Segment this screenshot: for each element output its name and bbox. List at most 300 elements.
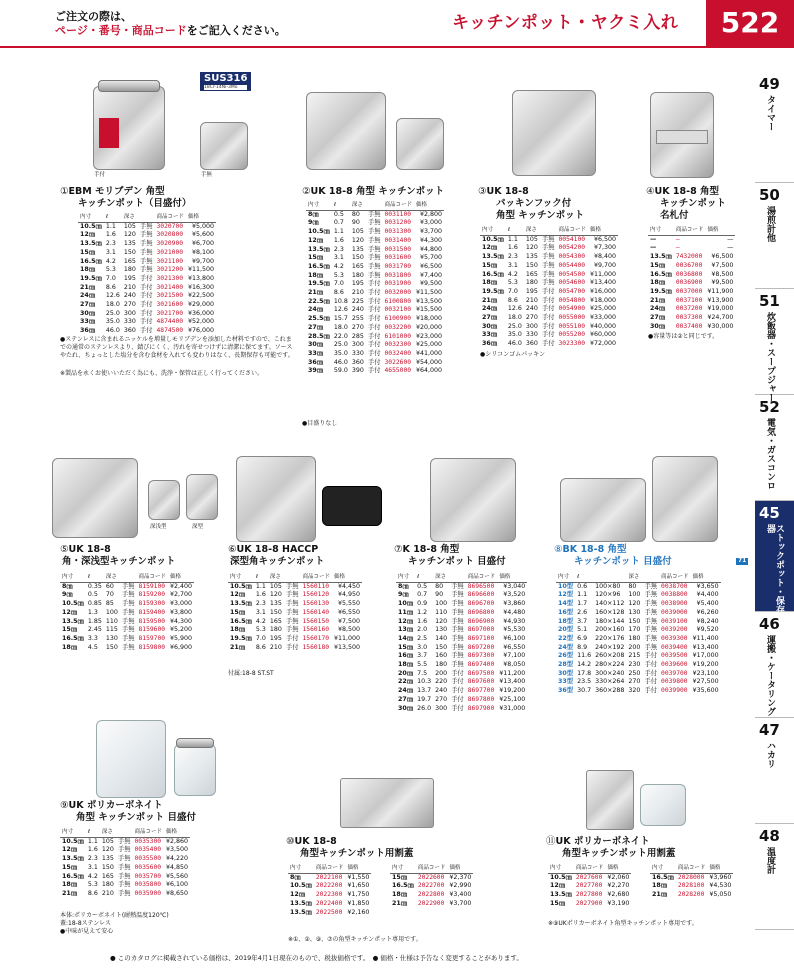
sus316-badge-sub: 18Cr-14Ni-3Mo — [204, 85, 247, 90]
spec-cell: 4.2 — [255, 617, 266, 625]
product-photo-wari-futa-pc — [586, 770, 634, 830]
sidebar-tab-48[interactable] — [755, 824, 794, 930]
spec-cell: 手付 — [367, 306, 381, 314]
spec-cell: 90 — [435, 591, 444, 599]
size-cell: 19.5㎝ — [650, 287, 672, 295]
price-cell: ¥6,900 — [170, 643, 193, 651]
sidebar-tab-46[interactable] — [755, 612, 794, 718]
col-header-size: 内寸 — [78, 213, 104, 222]
price-cell: ¥40,000 — [590, 322, 617, 330]
product-title-line1: UK ポリカーボネイト — [555, 836, 650, 847]
table-row — [548, 900, 631, 909]
spec-cell: 手無 — [451, 600, 464, 608]
size-cell: 28型 — [558, 661, 574, 669]
spec-cell: 30.7 — [577, 687, 592, 695]
size-cell: 19.5㎝ — [482, 287, 504, 295]
size-cell: 18㎝ — [62, 881, 78, 889]
product-code-cell: 3021700 — [156, 309, 184, 317]
sidebar-tab-50[interactable] — [755, 183, 794, 289]
spec-cell: 160 — [435, 652, 448, 660]
table-row — [556, 582, 721, 591]
col-header-depth: 深さ — [122, 213, 138, 222]
product-code-cell: 2028000 — [677, 873, 705, 881]
product-code-cell: 0055100 — [558, 322, 586, 330]
spec-cell: 手無 — [121, 591, 135, 599]
price-cell: ¥2,680 — [607, 891, 630, 899]
table-row — [396, 652, 527, 661]
col-header-price: 価格 — [168, 573, 194, 582]
product-code-cell: 3023300 — [558, 340, 586, 348]
col-header-size: 内寸 — [556, 573, 575, 582]
spec-cell: 130 — [105, 634, 118, 642]
table-row — [556, 670, 721, 679]
size-cell: 18㎝ — [308, 271, 324, 279]
spec-cell: 240 — [351, 306, 364, 314]
size-cell: 16.5㎝ — [652, 873, 674, 881]
spec-cell: 180 — [269, 626, 282, 634]
product-code-cell: 0039000 — [661, 608, 688, 616]
price-cell: ¥8,100 — [192, 248, 215, 256]
col-header-price: 価格 — [447, 864, 473, 873]
size-cell: 21㎝ — [80, 283, 96, 291]
spec-cell: 300×240 — [595, 669, 625, 677]
product-code-cell: 1560110 — [302, 582, 330, 590]
product-photo-wari-futa-steel — [340, 778, 434, 828]
table-row — [60, 635, 194, 644]
spec-cell: 手無 — [285, 582, 299, 590]
product-code-cell: 8696500 — [467, 582, 495, 590]
col-header-price: 価格 — [588, 226, 618, 235]
col-header-code: 商品コード — [137, 573, 169, 582]
spec-cell: 195 — [269, 634, 282, 642]
table-row — [556, 652, 721, 661]
price-cell: ¥11,900 — [707, 287, 734, 295]
price-cell: ¥4,800 — [420, 245, 443, 253]
product-code-cell: 0032100 — [384, 306, 412, 314]
spec-cell: 210 — [269, 643, 282, 651]
table-row — [396, 696, 527, 705]
sidebar-tab-51[interactable] — [755, 289, 794, 403]
spec-cell: 195 — [123, 274, 136, 282]
product-code-cell: 8697200 — [467, 643, 495, 651]
table-row — [648, 297, 735, 306]
product-code-cell: 1560140 — [302, 608, 330, 616]
table-row — [480, 288, 618, 297]
spec-cell: 1.1 — [507, 235, 518, 243]
price-cell: ¥5,050 — [709, 891, 732, 899]
spec-cell: 手付 — [367, 358, 381, 366]
spec-cell: 手付 — [367, 289, 381, 297]
spec-cell: 1.1 — [577, 591, 588, 599]
spec-cell: 8.6 — [105, 283, 116, 291]
table-row — [396, 705, 527, 714]
product-photo-lid — [98, 80, 160, 92]
size-cell: 10.5㎝ — [482, 235, 504, 243]
spec-cell: 70 — [105, 591, 114, 599]
price-cell: ¥3,960 — [709, 873, 732, 881]
table-row — [556, 644, 721, 653]
spec-cell: 手付 — [367, 297, 381, 305]
size-cell: 8㎝ — [308, 210, 319, 218]
product-code-cell: 0036700 — [675, 261, 703, 269]
spec-cell: 110 — [435, 608, 448, 616]
price-cell: ¥5,550 — [338, 600, 361, 608]
table-row — [648, 314, 735, 323]
size-cell: 21㎝ — [230, 643, 246, 651]
spec-cell: 195 — [351, 280, 364, 288]
col-header-size: 内寸 — [60, 573, 86, 582]
table-row — [228, 644, 362, 653]
caption-shallow: 深浅型 — [150, 524, 167, 530]
col-header-depth: 深さ — [350, 201, 366, 210]
note-polycarbonate-visible: ●中味が見えて安心 — [60, 928, 114, 935]
price-table-wari-futa-steel-right — [390, 864, 473, 909]
spec-cell: 330 — [525, 331, 538, 339]
size-cell: 27㎝ — [650, 314, 666, 322]
col-header-volume: ℓ — [104, 213, 122, 222]
spec-cell: 46.0 — [105, 327, 120, 335]
table-row — [648, 305, 735, 314]
spec-cell: 270 — [351, 323, 364, 331]
size-cell: 13㎝ — [398, 626, 414, 634]
spec-cell: 手無 — [121, 600, 135, 608]
product-photo-k-mememori — [430, 458, 516, 542]
table-row — [548, 882, 631, 891]
size-cell: 19.5㎝ — [308, 280, 330, 288]
price-cell: ¥2,370 — [449, 873, 472, 881]
table-row — [556, 678, 721, 687]
size-cell: 18㎝ — [482, 279, 498, 287]
size-cell: 21㎝ — [652, 891, 668, 899]
col-header-code: 商品コード — [300, 573, 332, 582]
spec-cell: 2.3 — [333, 245, 344, 253]
spec-cell: 手無 — [117, 863, 131, 871]
product-code-cell: 0031400 — [384, 236, 412, 244]
product-code-cell: 0031700 — [384, 262, 412, 270]
spec-cell: 330×264 — [595, 678, 625, 686]
spec-cell: 8.6 — [507, 296, 518, 304]
table-row — [288, 900, 371, 909]
col-header-depth: 深さ — [524, 226, 540, 235]
sus316-badge — [200, 72, 251, 91]
price-cell: ¥4,950 — [338, 591, 361, 599]
spec-cell: 135 — [101, 855, 114, 863]
spec-cell: 手無 — [541, 253, 555, 261]
table-row — [306, 254, 444, 263]
spec-cell: 手付 — [285, 634, 299, 642]
product-code-cell: 2022100 — [315, 873, 343, 881]
table-row — [396, 661, 527, 670]
spec-cell: 2.3 — [255, 600, 266, 608]
spec-cell: 手付 — [541, 331, 555, 339]
table-row — [306, 263, 444, 272]
table-row — [480, 271, 618, 280]
spec-cell: 手付 — [541, 296, 555, 304]
spec-cell: 8.6 — [255, 643, 266, 651]
product-code-cell: 0039400 — [661, 643, 688, 651]
product-code-cell: 3021100 — [156, 257, 184, 265]
price-cell: ¥2,800 — [420, 210, 443, 218]
size-cell: 10.5㎝ — [290, 882, 312, 890]
product-code-cell: 0031800 — [384, 271, 412, 279]
spec-cell: 180 — [628, 634, 641, 642]
spec-cell: 手無 — [644, 634, 658, 642]
spec-cell: 1.1 — [255, 582, 266, 590]
table-row — [648, 235, 735, 244]
spec-cell: 手無 — [451, 643, 464, 651]
product-code-cell: 0036900 — [675, 279, 703, 287]
spec-cell: 240 — [435, 687, 448, 695]
table-row — [650, 882, 733, 891]
table-row — [648, 244, 735, 253]
price-cell: ¥60,000 — [590, 331, 617, 339]
price-cell: ¥8,650 — [166, 889, 189, 897]
col-header-code: 商品コード — [659, 573, 691, 582]
spec-cell: 手無 — [285, 617, 299, 625]
spec-cell: 3.0 — [417, 643, 428, 651]
price-cell: ¥13,400 — [692, 643, 719, 651]
price-cell: ¥2,700 — [170, 591, 193, 599]
product-title-bk — [554, 544, 627, 555]
product-title-line2: 角型キッチンポット用割蓋 — [562, 848, 676, 859]
spec-cell: 25.0 — [105, 309, 120, 317]
price-cell: ¥19,200 — [692, 661, 719, 669]
spec-cell: 90 — [351, 219, 360, 227]
spec-cell: 8.6 — [87, 889, 98, 897]
price-table-wari-futa-pc-right — [650, 864, 733, 900]
spec-cell: 手付 — [139, 327, 153, 335]
product-code-cell: 0039800 — [661, 678, 688, 686]
note-haccp: 付属:18-8 ST.ST — [228, 670, 274, 677]
col-header-code: 商品コード — [416, 864, 448, 873]
product-photo-haccp — [236, 456, 316, 542]
product-title-line1: UK 18-8 — [68, 544, 111, 555]
table-row — [78, 327, 216, 336]
product-code-cell: 3020900 — [156, 240, 184, 248]
size-cell: 10.5㎝ — [62, 600, 84, 608]
table-row — [78, 318, 216, 327]
price-cell: ¥9,700 — [594, 261, 617, 269]
product-code-cell: 0035300 — [134, 837, 162, 845]
col-header-price: 価格 — [332, 573, 362, 582]
table-row — [556, 600, 721, 609]
order-notice-required: ページ・番号・商品コード — [55, 24, 187, 37]
spec-cell: 手無 — [367, 254, 381, 262]
spec-cell: 120 — [351, 236, 364, 244]
spec-cell: 165 — [269, 617, 282, 625]
table-row — [78, 275, 216, 284]
price-cell: ¥3,700 — [449, 899, 472, 907]
price-table-polycarbonate — [60, 828, 190, 899]
table-row — [60, 846, 190, 855]
spec-cell: 1.1 — [87, 837, 98, 845]
col-header-size: 内寸 — [396, 573, 415, 582]
product-title-line1: UK 18-8 角型 — [654, 186, 719, 197]
col-header-volume: ℓ — [415, 573, 433, 582]
table-row — [648, 288, 735, 297]
product-code-cell: 3020800 — [156, 231, 184, 239]
price-cell: ¥4,300 — [420, 236, 443, 244]
product-photo-lid — [176, 738, 214, 748]
price-cell: ¥29,000 — [188, 301, 215, 309]
size-cell: 30㎝ — [308, 341, 324, 349]
spec-cell: 11.6 — [577, 652, 592, 660]
size-cell: 21㎝ — [482, 296, 498, 304]
price-cell: ¥13,400 — [499, 678, 526, 686]
spec-cell: 手無 — [644, 600, 658, 608]
spec-cell: 135 — [269, 600, 282, 608]
caption-with-handle: 手付 — [94, 172, 106, 178]
sidebar-tab-label: 温度計 — [765, 847, 775, 875]
spec-cell: 手無 — [367, 245, 381, 253]
size-cell: 13.5㎝ — [62, 855, 84, 863]
sidebar-tab-49[interactable] — [755, 72, 794, 183]
sidebar-tab-47[interactable] — [755, 718, 794, 824]
table-row — [288, 873, 371, 882]
spec-cell: 105 — [123, 222, 136, 230]
spec-cell: 4.5 — [87, 643, 98, 651]
product-code-cell: 1560160 — [302, 626, 330, 634]
spec-cell: 180 — [351, 271, 364, 279]
product-code-cell: 1560170 — [302, 634, 330, 642]
spec-cell: 14.2 — [577, 661, 592, 669]
col-header-size: 内寸 — [548, 864, 574, 873]
size-cell: 30㎝ — [80, 309, 96, 317]
spec-cell: 手無 — [644, 617, 658, 625]
spec-cell: 250 — [628, 669, 641, 677]
product-subtitle-ebm: キッチンポット（目盛付） — [78, 198, 192, 209]
spec-cell: 手無 — [117, 855, 131, 863]
size-cell: 30型 — [558, 669, 574, 677]
col-header-size: 内寸 — [648, 226, 674, 235]
table-row — [60, 855, 190, 864]
spec-cell: 手付 — [644, 678, 658, 686]
sidebar-tab-52[interactable] — [755, 395, 794, 501]
price-table-shinsen — [60, 573, 194, 652]
page-category-title: キッチンポット・ヤクミ入れ — [452, 13, 679, 33]
product-title-line2: パッキンフック付 — [496, 198, 572, 209]
spec-cell: 3.1 — [105, 248, 116, 256]
product-code-cell: 0039300 — [661, 634, 688, 642]
product-code-cell: — — [675, 235, 680, 243]
size-cell: 15㎝ — [398, 643, 414, 651]
product-code-cell: 4874500 — [156, 327, 184, 335]
price-cell: ¥3,000 — [170, 600, 193, 608]
size-cell: 24㎝ — [308, 306, 324, 314]
product-number-mark: ④ — [646, 186, 655, 197]
size-cell: 33㎝ — [80, 318, 96, 326]
spec-cell: 手無 — [541, 270, 555, 278]
spec-cell: 80 — [435, 582, 444, 590]
product-photo-shinsen-deep — [186, 474, 218, 520]
product-code-cell: 8697000 — [467, 626, 495, 634]
spec-cell: 150 — [525, 261, 538, 269]
table-row — [390, 882, 473, 891]
table-row — [548, 891, 631, 900]
col-header-volume: ℓ — [332, 201, 350, 210]
price-cell: ¥16,000 — [590, 287, 617, 295]
table-row — [60, 591, 194, 600]
table-row — [648, 323, 735, 332]
price-table-k-mememori — [396, 573, 527, 713]
product-code-cell: 2027800 — [575, 891, 603, 899]
spec-cell: 300 — [525, 322, 538, 330]
price-cell: ¥6,260 — [696, 608, 719, 616]
spec-cell: 120 — [101, 846, 114, 854]
table-row — [396, 600, 527, 609]
size-cell: 21㎝ — [62, 889, 78, 897]
col-header-size: 内寸 — [60, 828, 86, 837]
product-photo-bk-large — [560, 478, 646, 542]
price-cell: ¥22,500 — [188, 292, 215, 300]
product-title-polycarbonate — [60, 800, 163, 811]
spec-cell: 手無 — [644, 608, 658, 616]
price-cell: ¥1,850 — [347, 899, 370, 907]
product-code-cell: 0039600 — [661, 661, 688, 669]
spec-cell: 130 — [628, 608, 641, 616]
price-cell: ¥52,000 — [188, 318, 215, 326]
spec-cell: 手付 — [367, 332, 381, 340]
price-cell: ¥13,400 — [590, 279, 617, 287]
size-cell: 20㎝ — [398, 669, 414, 677]
size-cell: 19.5㎝ — [80, 274, 102, 282]
product-title-wari-futa-steel — [286, 836, 337, 847]
product-title-line1: UK 18-8 角型 キッチンポット — [310, 186, 445, 197]
spec-cell: 3.1 — [507, 261, 518, 269]
product-code-cell: 0054100 — [558, 235, 586, 243]
spec-cell: 3.1 — [333, 254, 344, 262]
size-cell: 13.5㎝ — [62, 617, 84, 625]
table-row — [556, 591, 721, 600]
spec-cell: 270 — [628, 678, 641, 686]
product-title-line2: 角型キッチンポット用割蓋 — [300, 848, 414, 859]
product-title-line2: 角・深浅型キッチンポット — [62, 556, 176, 567]
product-code-cell: 8697500 — [467, 669, 495, 677]
spec-cell: 0.7 — [417, 591, 428, 599]
spec-cell: 手無 — [285, 626, 299, 634]
size-cell: 21㎝ — [650, 296, 666, 304]
spec-cell: 手無 — [541, 261, 555, 269]
spec-cell: 手無 — [451, 617, 464, 625]
col-header-volume: ℓ — [86, 828, 100, 837]
product-code-cell: 3020700 — [156, 222, 184, 230]
table-row — [556, 618, 721, 627]
spec-cell: 手無 — [644, 626, 658, 634]
size-cell: 15㎝ — [650, 261, 666, 269]
order-notice-rest: をご記入ください。 — [186, 24, 286, 37]
spec-cell: 1.1 — [333, 228, 344, 236]
table-row — [78, 258, 216, 267]
product-title-k-mememori — [394, 544, 459, 555]
spec-cell: 1.6 — [105, 231, 116, 239]
price-cell: ¥15,500 — [416, 306, 443, 314]
product-code-cell: 8159400 — [138, 608, 166, 616]
price-table-uk-kakugata — [306, 201, 444, 376]
spec-cell: 0.7 — [333, 219, 344, 227]
spec-cell: 手付 — [541, 287, 555, 295]
size-cell: 10.5㎝ — [308, 228, 330, 236]
note-wari-futa-steel: ※①、②、⑨、⑦の角型キッチンポット専用です。 — [288, 936, 422, 943]
product-code-cell: 1560180 — [302, 643, 330, 651]
spec-cell: 手無 — [451, 634, 464, 642]
product-code-cell: 0039500 — [661, 652, 688, 660]
product-code-cell: 0035900 — [134, 889, 162, 897]
price-cell: ¥9,500 — [711, 279, 734, 287]
sidebar-tab-number: 52 — [759, 398, 780, 416]
product-code-cell: 0031200 — [384, 219, 412, 227]
spec-cell: 280×224 — [595, 661, 625, 669]
sidebar-index — [755, 48, 794, 971]
